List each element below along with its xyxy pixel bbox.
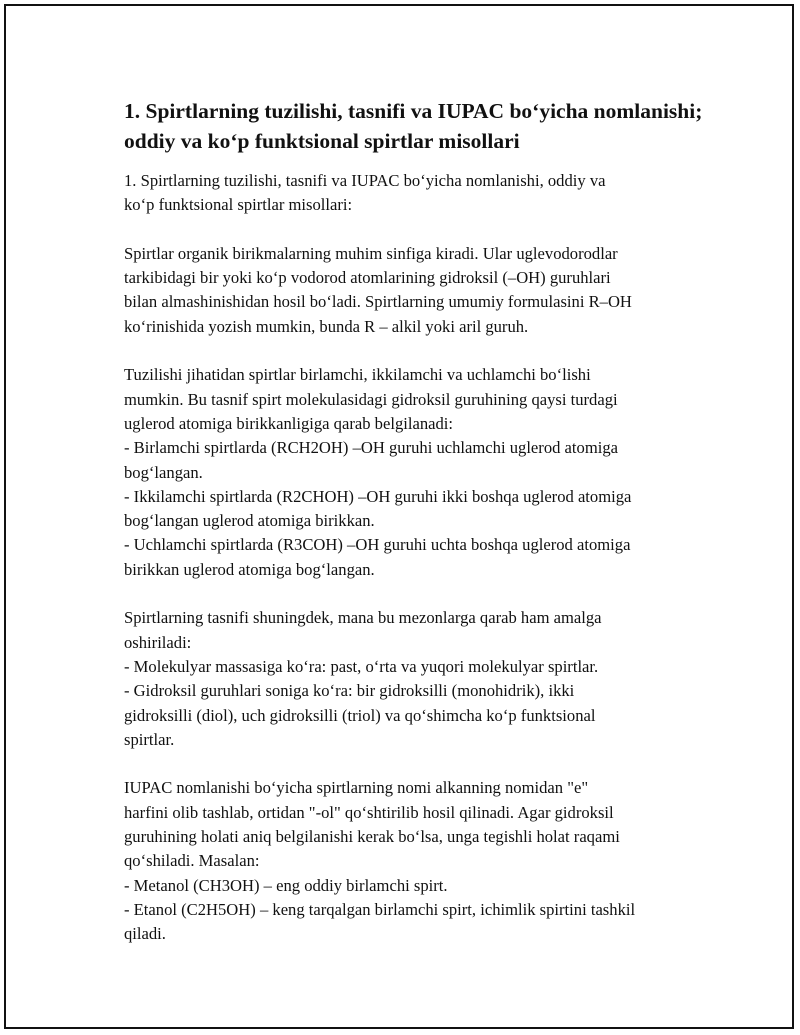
text-line: mumkin. Bu tasnif spirt molekulasidagi gidroksil guruhining qaysi turdagi [124,389,618,409]
paragraph-definition [124,242,724,339]
page-frame [4,4,794,1029]
text-line: uglerod atomiga birikkanligiga qarab belgilanadi: [124,413,454,433]
text-line: qo‘shiladi. Masalan: [124,851,260,871]
text-line: Tuzilishi jihatidan spirtlar birlamchi, ikkilamchi va uchlamchi bo‘lishi [124,365,591,385]
text-line: gidroksilli (diol), uch gidroksilli (triol) va qo‘shimcha ko‘p funktsional [124,705,596,725]
title-line: 1. Spirtlarning tuzilishi, tasnifi va IUPAC bo‘yicha nomlanishi; [124,99,703,123]
text-line: oshiriladi: [124,632,192,652]
text-line: IUPAC nomlanishi bo‘yicha spirtlarning nomi alkanning nomidan "e" [124,778,589,798]
list-item: - Etanol (C2H5OH) – keng tarqalgan birlamchi spirt, ichimlik spirtini tashkil [124,899,636,919]
text-line: bilan almashinishidan hosil bo‘ladi. Spirtlarning umumiy formulasini R–OH [124,292,632,312]
text-line: birikkan uglerod atomiga bog‘langan. [124,559,375,579]
paragraph-intro [124,169,724,218]
text-line: Spirtlar organik birikmalarning muhim sinfiga kiradi. Ular uglevodorodlar [124,243,618,263]
text-line: Spirtlarning tasnifi shuningdek, mana bu mezonlarga qarab ham amalga [124,608,602,628]
list-item: - Metanol (CH3OH) – eng oddiy birlamchi spirt. [124,875,448,895]
list-item: - Molekulyar massasiga ko‘ra: past, o‘rta va yuqori molekulyar spirtlar. [124,656,599,676]
title-line: oddiy va ko‘p funktsional spirtlar misollari [124,129,520,153]
text-line: bog‘langan. [124,462,203,482]
text-line: harfini olib tashlab, ortidan "-ol" qo‘shtirilib hosil qilinadi. Agar gidroksil [124,802,614,822]
paragraph-iupac [124,776,724,946]
text-line: bog‘langan uglerod atomiga birikkan. [124,511,375,531]
document-body [124,96,724,971]
text-line: tarkibidagi bir yoki ko‘p vodorod atomlarining gidroksil (–OH) guruhlari [124,268,611,288]
paragraph-classification [124,606,724,752]
document-title [124,96,724,156]
paragraph-structure [124,363,724,582]
list-item: - Uchlamchi spirtlarda (R3COH) –OH guruhi uchta boshqa uglerod atomiga [124,535,631,555]
text-line: ko‘p funktsional spirtlar misollari: [124,195,353,215]
text-line: ko‘rinishida yozish mumkin, bunda R – alkil yoki aril guruh. [124,316,529,336]
list-item: - Ikkilamchi spirtlarda (R2CHOH) –OH guruhi ikki boshqa uglerod atomiga [124,486,632,506]
list-item: - Gidroksil guruhlari soniga ko‘ra: bir gidroksilli (monohidrik), ikki [124,681,575,701]
text-line: 1. Spirtlarning tuzilishi, tasnifi va IUPAC bo‘yicha nomlanishi, oddiy va [124,171,606,190]
text-line: qiladi. [124,924,166,944]
list-item: - Birlamchi spirtlarda (RCH2OH) –OH guruhi uchlamchi uglerod atomiga [124,438,619,458]
text-line: guruhining holati aniq belgilanishi kerak bo‘lsa, unga tegishli holat raqami [124,827,620,847]
text-line: spirtlar. [124,729,175,749]
